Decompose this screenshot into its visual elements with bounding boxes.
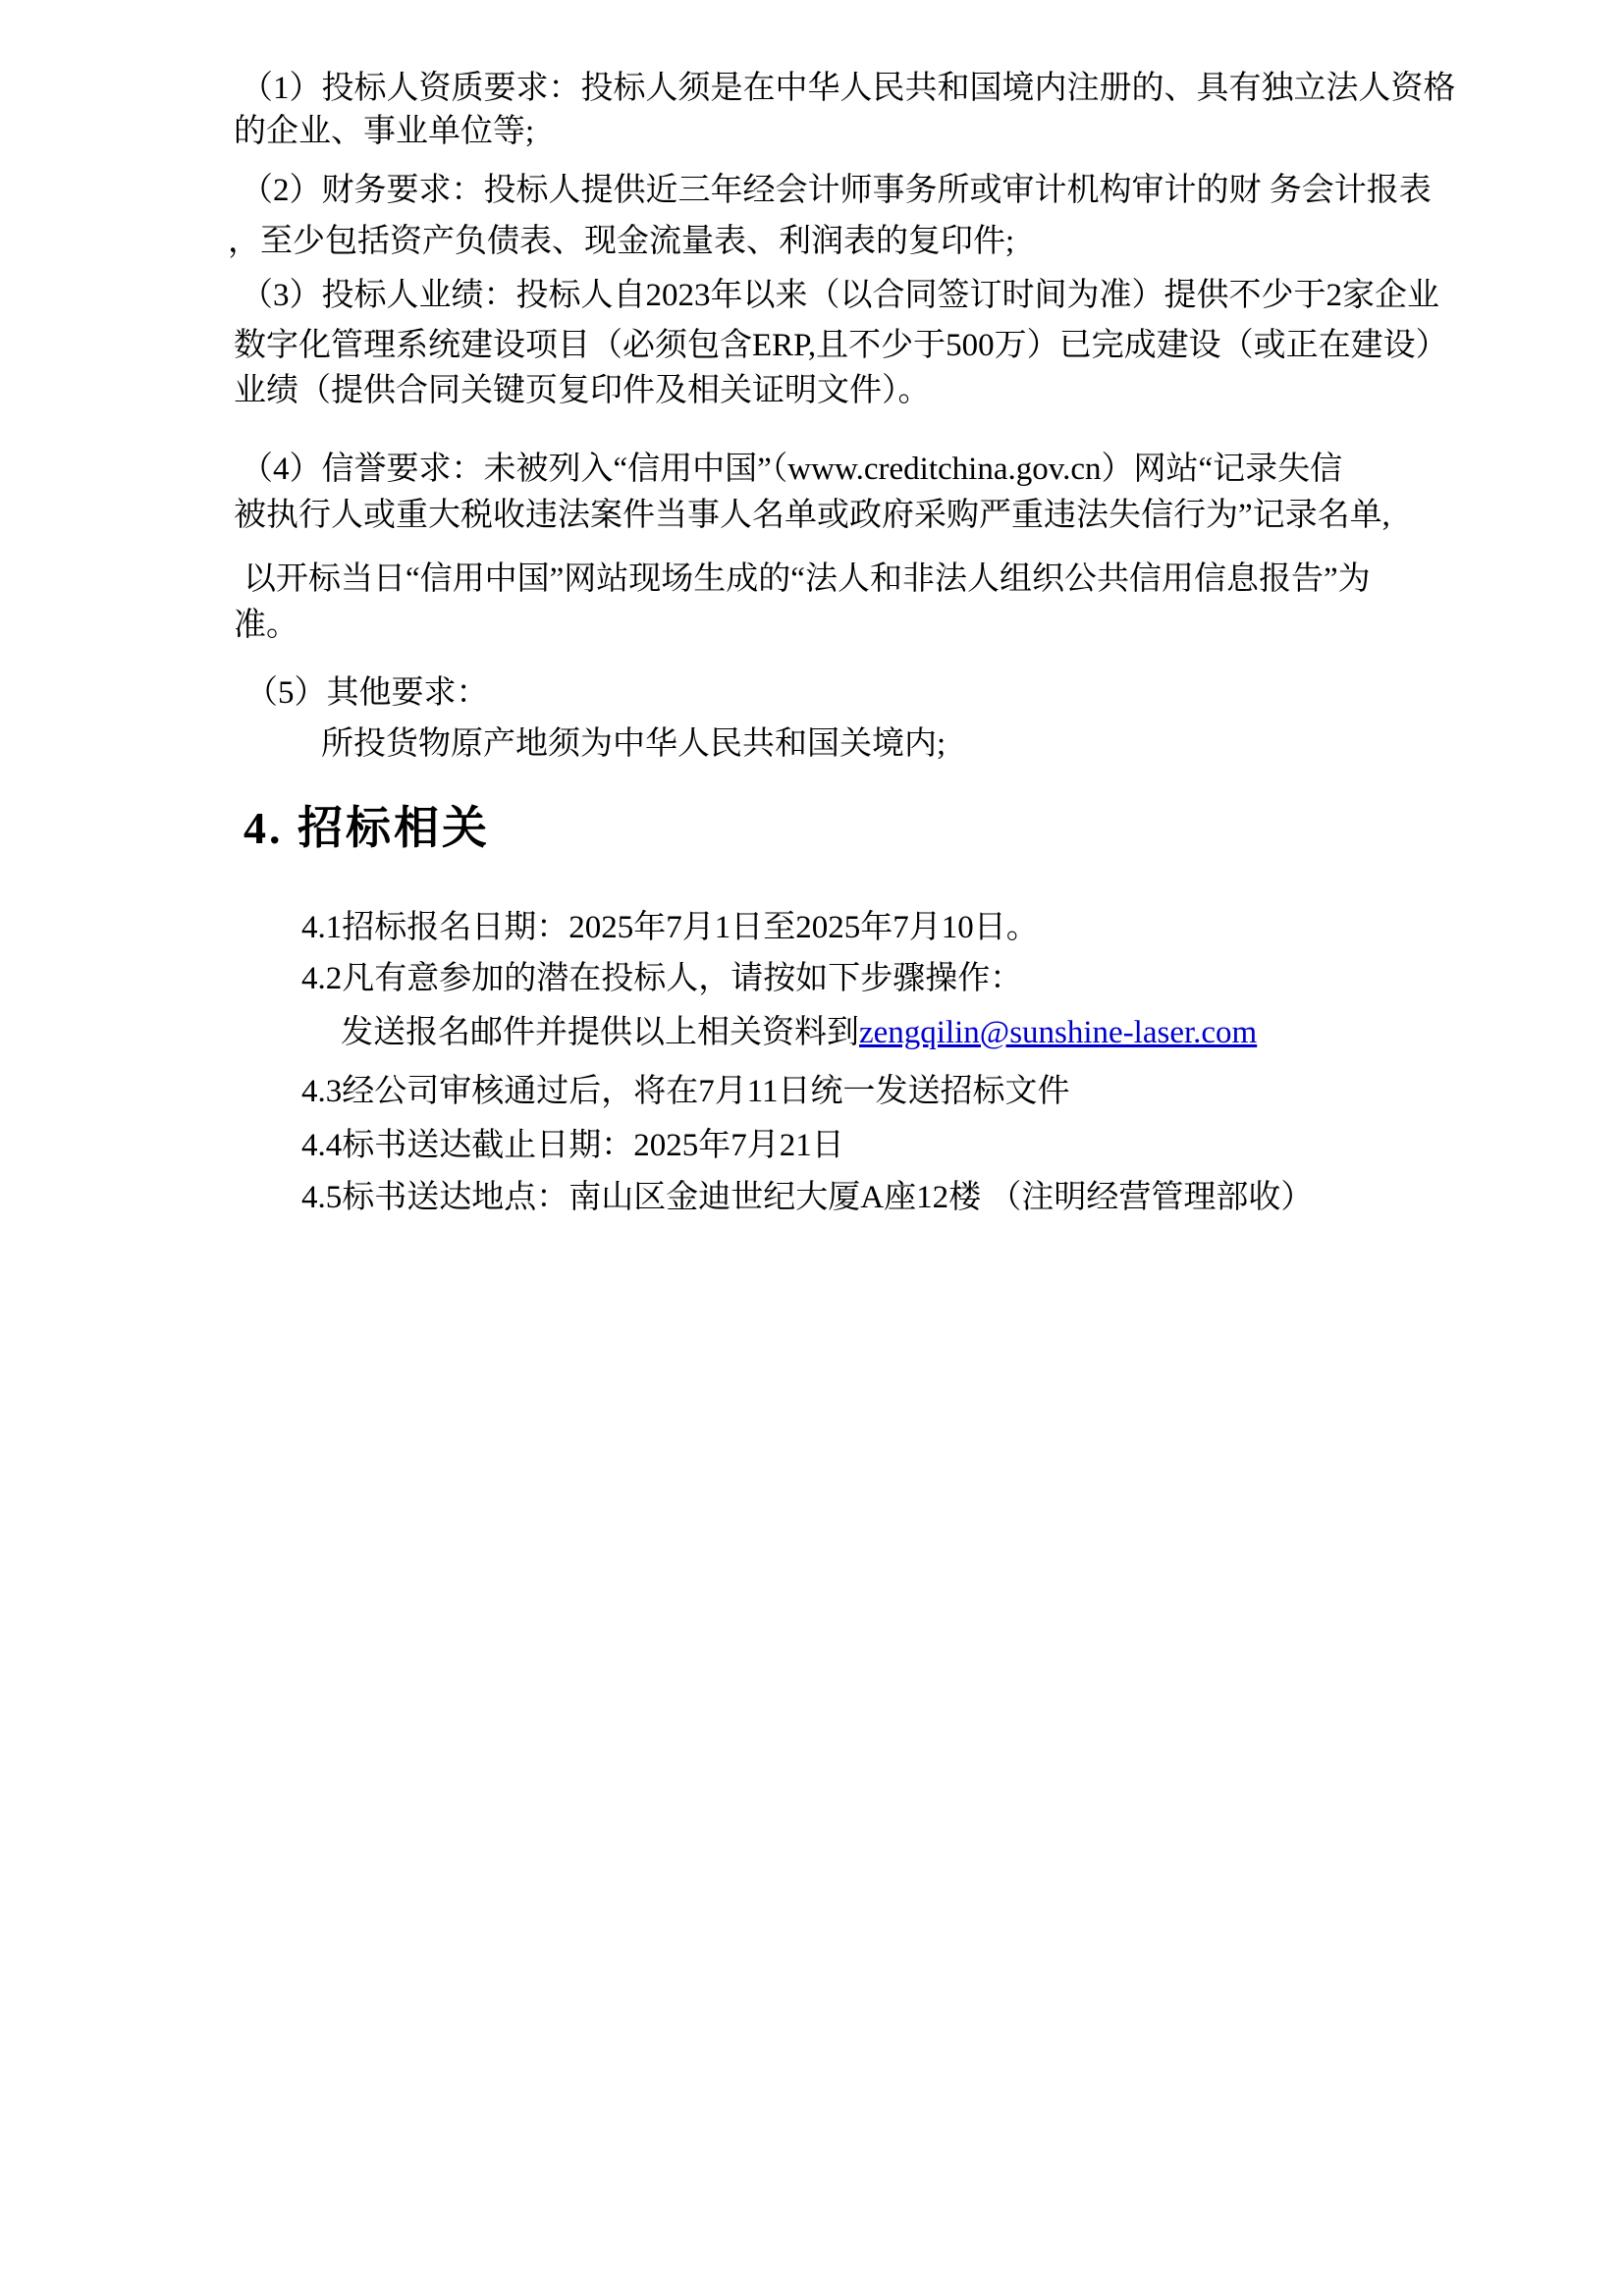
tender-email-step [341,1013,1257,1052]
requirement-4-line-4: 准。 [234,608,298,643]
tender-item-4-1: 4.1招标报名日期：2025年7月1日至2025年7月10日。 [301,910,1039,945]
requirement-3-line-1: （3）投标人业绩：投标人自2023年以来（以合同签订时间为准）提供不少于2家企业 [241,278,1439,313]
tender-item-4-3: 4.3经公司审核通过后，将在7月11日统一发送招标文件 [301,1074,1070,1109]
email-link[interactable]: zengqilin@sunshine-laser.com [859,1015,1258,1050]
requirement-5-line-2: 所投货物原产地须为中华人民共和国关境内; [321,726,947,762]
requirement-1-line-1: （1）投标人资质要求：投标人须是在中华人民共和国境内注册的、具有独立法人资格 [241,71,1456,106]
requirement-4-line-1: （4）信誉要求：未被列入“信用中国”（www.creditchina.gov.cn）网站“记录失信 [241,452,1343,487]
requirement-4-line-2: 被执行人或重大税收违法案件当事人名单或政府采购严重违法失信行为”记录名单, [234,498,1390,533]
tender-item-4-2: 4.2凡有意参加的潜在投标人，请按如下步骤操作： [301,961,1023,996]
requirement-3-line-3: 业绩（提供合同关键页复印件及相关证明文件）。 [234,373,931,408]
requirement-1-line-2: 的企业、事业单位等; [234,114,535,149]
requirement-2-line-1: （2）财务要求：投标人提供近三年经会计师事务所或审计机构审计的财 务会计报表 [241,173,1432,208]
requirement-3-line-2: 数字化管理系统建设项目（必须包含ERP,且不少于500万）已完成建设（或正在建设） [234,328,1448,363]
requirement-4-line-3: 以开标当日“信用中国”网站现场生成的“法人和非法人组织公共信用信息报告”为 [243,561,1371,597]
requirement-2-line-2: ，至少包括资产负债表、现金流量表、利润表的复印件; [228,224,1015,259]
tender-item-4-4: 4.4标书送达截止日期：2025年7月21日 [301,1128,844,1163]
requirement-5-line-1: （5）其他要求： [245,675,489,711]
section-4-heading: 4. 招标相关 [243,803,490,853]
tender-item-4-5: 4.5标书送达地点：南山区金迪世纪大厦A座12楼 （注明经营管理部收） [301,1180,1314,1215]
email-step-prefix: 发送报名邮件并提供以上相关资料到 [341,1015,859,1050]
